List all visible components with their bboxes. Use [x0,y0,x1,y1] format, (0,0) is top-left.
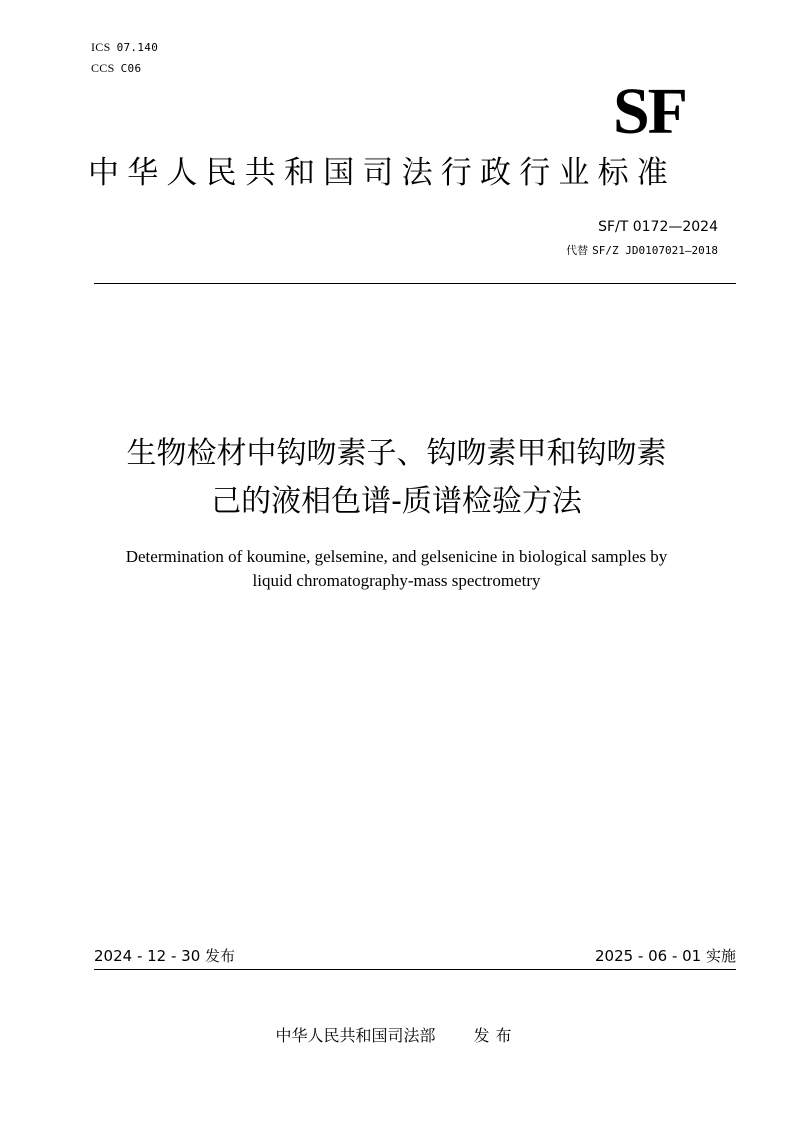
sf-logo: SF [612,75,686,148]
publisher-name: 中华人民共和国司法部 [275,1026,436,1045]
standard-number: SF/T 0172—2024 [598,219,718,235]
header-divider [94,283,736,284]
ics-code [91,40,158,55]
publish-action: 发布 [473,1026,518,1045]
ics-value: 07.140 [116,41,159,54]
effective-date: 2025 - 06 - 01 实施 [594,947,736,965]
replaces-line [566,243,718,259]
title-english-line-2: liquid chromatography-mass spectrometry [252,571,541,590]
footer-divider [94,969,736,970]
ccs-value: C06 [120,62,142,75]
issue-date: 2024 - 12 - 30 发布 [94,947,236,965]
document-title-english [60,545,733,593]
ics-label: ICS [91,40,111,54]
issuer-title: 中华人民共和国司法行政行业标准 [88,155,676,191]
publisher-line [0,1025,793,1047]
title-english-line-1: Determination of koumine, gelsemine, and gelsenicine in biological samples by [125,547,668,566]
replaces-label: 代替 [566,244,589,257]
title-chinese-line-2: 己的液相色谱-质谱检验方法 [211,484,582,519]
ccs-label: CCS [91,61,115,75]
ccs-code [91,61,141,76]
document-title-chinese [60,430,733,526]
title-chinese-line-1: 生物检材中钩吻素子、钩吻素甲和钩吻素 [126,436,667,471]
replaces-number: SF/Z JD0107021—2018 [592,244,718,257]
